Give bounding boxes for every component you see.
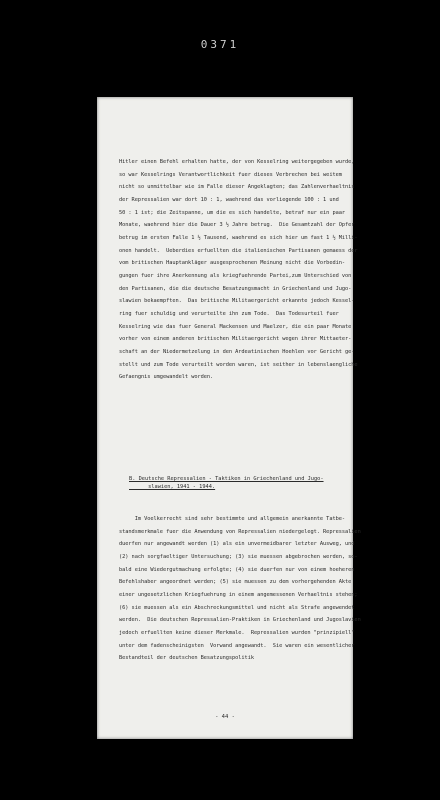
text-line: duerfen nur angewandt werden (1) als ein unvermeidbarer letzter Ausweg, und [119,541,355,548]
text-line: jedoch erfuellten keine dieser Merkmale. Repressalien wurden "prinzipiell" [119,629,355,636]
text-line: (2) nach sorgfaeltiger Untersuchung; (3) sie muessen abgebrochen werden, so- [119,553,358,560]
text-line: Kesselring wie das fuer General Mackensen und Maelzer, die ein paar Monate [119,323,352,330]
text-line: (6) sie muessen als ein Abschreckungsmittel und nicht als Strafe angewendet [119,604,355,611]
text-line: bald eine Wiedergutmachung erfolgte; (4) sie duerfen nur von einem hoeheren [119,566,355,573]
text-line: vorher von einem anderen britischen Militaergericht wegen ihrer Mittaeter- [119,336,352,343]
text-line: Monate, waehrend hier die Dauer 3 ½ Jahre betrug. Die Gesamtzahl der Opfer [119,222,355,229]
text-line: so war Kesselrings Verantwortlichkeit fuer dieses Verbrechen bei weitem [119,171,342,178]
text-line: Im Voelkerrecht sind sehr bestimmte und allgemein anerkannte Tatbe- [119,516,346,522]
text-line: Bestandteil der deutschen Besatzungspolitik [119,655,254,662]
paragraph-repressalien [119,513,361,665]
text-line: der Repressalien war dort 10 : 1, waehrend das vorliegende 100 : 1 und [119,196,339,203]
text-line: schaft an der Niedermetzelung in den Ardeatinischen Hoehlen vor Gericht ge- [119,348,355,355]
heading-line: slawien, 1941 - 1944. [129,484,216,490]
text-line: stellt und zum Tode verurteilt worden waren, ist seither in lebenslaengliche [119,361,358,368]
text-line: den Partisanen, die die deutsche Besatzungsmacht in Griechenland und Jugo- [119,285,352,292]
text-line: ring fuer schuldig und verurteilte ihn zum Tode. Das Todesurteil fuer [119,310,339,317]
heading-line: B. Deutsche Repressalien - Taktiken in Griechenland und Jugo- [129,476,324,482]
paragraph-kesselring [119,156,358,384]
text-line: Hitler einen Befehl erhalten hatte, der von Kesselring weitergegeben wurde, [119,159,355,165]
section-heading [129,475,339,491]
text-line: Befehlshaber angeordnet werden; (5) sie muessen zu dem vorhergehenden Akte [119,579,352,586]
text-line: standsmerkmale fuer die Anwendung von Repressalien niedergelegt. Repressalien [119,528,361,535]
text-line: betrug im ersten Falle 1 ½ Tausend, waehrend es sich hier um fast 1 ½ Milli- [119,234,358,241]
text-line: gungen fuer ihre Anerkennung als kriegfuehrende Partei,zum Unterschied von [119,272,352,279]
page-number: - 44 - [215,714,235,720]
text-line: slawien bekaempften. Das britische Militaergericht erkannte jedoch Kessel- [119,298,355,305]
text-line: unter dem fadenscheinigsten Vorwand angewandt. Sie waren ein wesentlicher [119,642,355,649]
microfilm-frame-number: 0371 [200,38,240,51]
text-line: werden. Die deutschen Repressalien-Praktiken in Griechenland und Jugoslavien [119,617,361,624]
text-line: 50 : 1 ist; die Zeitspanne, um die es sich handelte, betraf nur ein paar [119,209,346,216]
text-line: onen handelt. Ueberdies erfuellten die italienischen Partisanen gemaess der [119,247,358,254]
text-line: einer ungesetzlichen Kriegfuehrung in einem angemessenen Verhaeltnis stehen; [119,591,358,598]
text-line: Gefaengnis umgewandelt worden. [119,374,214,381]
text-line: vom britischen Hauptankläger ausgesprochenen Meinung nicht die Vorbedin- [119,260,346,267]
text-line: nicht so unmittelbar wie im Falle dieser Angeklagten; das Zahlenverhaeltnis [119,184,355,191]
document-page [97,97,361,739]
